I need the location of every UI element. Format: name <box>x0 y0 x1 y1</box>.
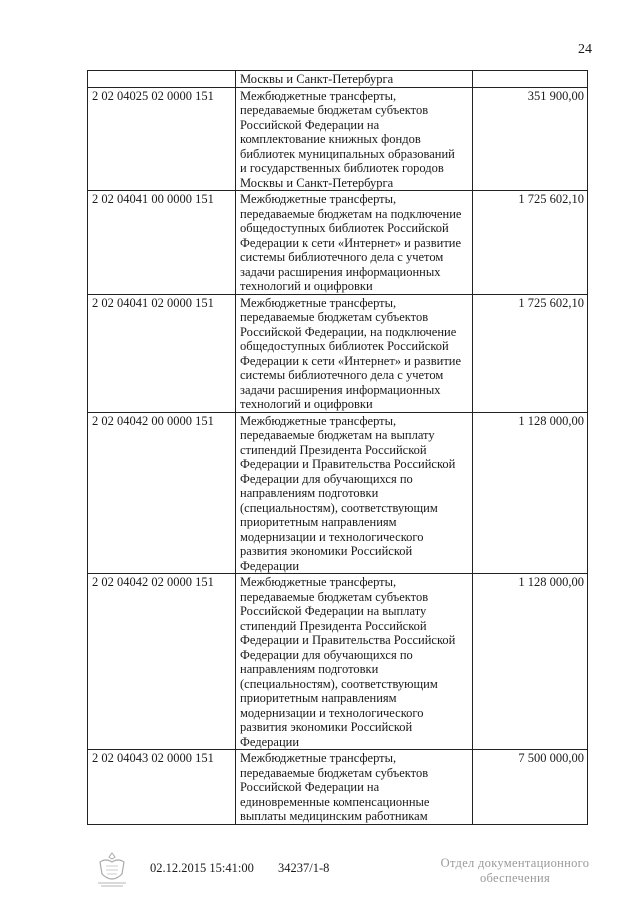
code-cell <box>88 71 236 88</box>
budget-table <box>87 70 588 825</box>
amount-cell: 1 725 602,10 <box>473 191 588 295</box>
table-row <box>88 750 588 825</box>
table-row <box>88 71 588 88</box>
description-cell: Межбюджетные трансферты, передаваемые бюджетам на выплату стипендий Президента Российской Федерации и Правительства Российской Федерации для обучающихся по направлениям подготовки (специальностям), соответствующим приоритетным направлениям модернизации и технологического развития экономики Российской Федерации <box>236 412 473 574</box>
code-cell: 2 02 04041 00 0000 151 <box>88 191 236 295</box>
footer-datetime: 02.12.2015 15:41:00 <box>150 861 254 875</box>
coat-of-arms-icon <box>92 850 132 890</box>
table-row <box>88 191 588 295</box>
code-cell: 2 02 04043 02 0000 151 <box>88 750 236 825</box>
amount-cell <box>473 71 588 88</box>
description-cell: Межбюджетные трансферты, передаваемые бюджетам субъектов Российской Федерации на комплектование книжных фондов библиотек муниципальных образований и государственных библиотек городов Москвы и Санкт-Петербурга <box>236 87 473 191</box>
amount-cell: 1 725 602,10 <box>473 294 588 412</box>
page-number: 24 <box>578 42 592 57</box>
amount-cell: 1 128 000,00 <box>473 574 588 750</box>
table-row <box>88 87 588 191</box>
description-cell: Межбюджетные трансферты, передаваемые бюджетам субъектов Российской Федерации на выплату стипендий Президента Российской Федерации и Правительства Российской Федерации для обучающихся по направлениям подготовки (специальностям), соответствующим приоритетным направлениям модернизации и технологического развития экономики Российской Федерации <box>236 574 473 750</box>
table-row <box>88 412 588 574</box>
amount-cell: 1 128 000,00 <box>473 412 588 574</box>
code-cell: 2 02 04042 02 0000 151 <box>88 574 236 750</box>
code-cell: 2 02 04041 02 0000 151 <box>88 294 236 412</box>
code-cell: 2 02 04042 00 0000 151 <box>88 412 236 574</box>
budget-table-body <box>88 71 588 825</box>
department-stamp <box>440 856 590 886</box>
stamp-line: Отдел документационного <box>440 856 590 870</box>
table-row <box>88 574 588 750</box>
description-cell: Межбюджетные трансферты, передаваемые бюджетам на подключение общедоступных библиотек Российской Федерации к сети «Интернет» и развитие системы библиотечного дела с учетом задачи расширения информационных технологий и оцифровки <box>236 191 473 295</box>
description-cell: Межбюджетные трансферты, передаваемые бюджетам субъектов Российской Федерации, на подключение общедоступных библиотек Российской Федерации к сети «Интернет» и развитие системы библиотечного дела с учетом задачи расширения информационных технологий и оцифровки <box>236 294 473 412</box>
table-row <box>88 294 588 412</box>
stamp-line: обеспечения <box>479 871 551 885</box>
page-footer <box>0 858 640 898</box>
amount-cell: 351 900,00 <box>473 87 588 191</box>
description-cell: Межбюджетные трансферты, передаваемые бюджетам субъектов Российской Федерации на единовременные компенсационные выплаты медицинским работникам <box>236 750 473 825</box>
footer-doc-number: 34237/1-8 <box>278 861 330 875</box>
code-cell: 2 02 04025 02 0000 151 <box>88 87 236 191</box>
amount-cell: 7 500 000,00 <box>473 750 588 825</box>
description-cell: Москвы и Санкт-Петербурга <box>236 71 473 88</box>
